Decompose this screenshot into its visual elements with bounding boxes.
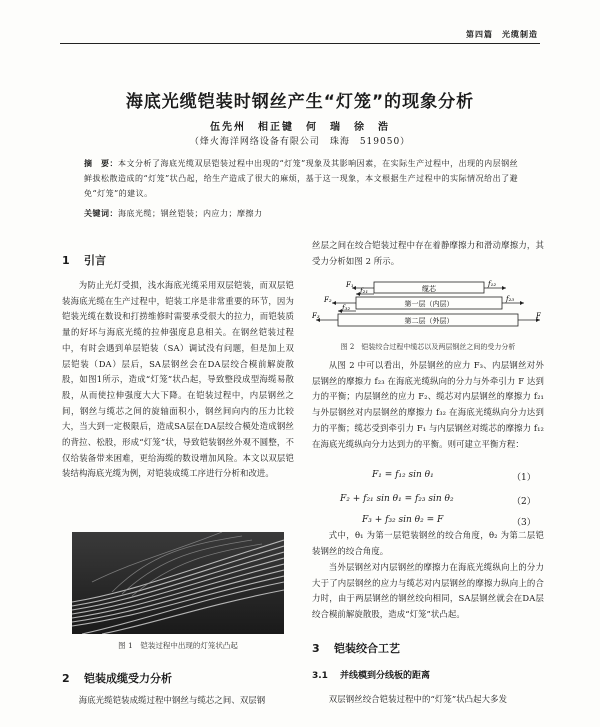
figure-2-caption: 图 2 铠装绞合过程中缆芯以及两层钢丝之间的受力分析 — [340, 343, 516, 351]
equation-3: F₃ + f₃₂ sin θ₂ = F — [362, 515, 444, 525]
section-1-heading — [62, 252, 294, 268]
section-3-1-heading — [312, 668, 544, 681]
layer1-label: 第一层（内层） — [404, 300, 454, 308]
equation-2: F₂ + f₂₁ sin θ₁ = f₂₃ sin θ₂ — [340, 494, 454, 504]
analysis-paragraph: 从图 2 中可以看出，外层钢丝的应力 F₃、内层钢丝对外层钢丝的摩擦力 f₂₃ 在海底光缆纵向的分力与外牵引力 F 达到力的平衡；内层钢丝的应力 F₂、缆芯对内层钢丝的摩擦力 f₂₁ 与外层钢丝对内层钢丝的摩擦力 f₃₂ 在海底光缆纵向分力达到力的平衡；缆芯受到牵引力 F₁ 与内层钢丝对缆芯的摩擦力 f₁₂ 在海底光缆纵向分力达到力的平衡。则可建立平衡方程： — [312, 360, 544, 449]
layer2-label: 第二层（外层） — [404, 317, 454, 325]
figure-1-caption: 图 1 铠装过程中出现的灯笼状凸起 — [118, 641, 238, 650]
equation-1-number: （1） — [512, 473, 536, 483]
equation-1: F₁ = f₁₂ sin θ₁ — [372, 470, 434, 480]
keywords-text: 海底光缆；钢丝铠装；内应力；摩擦力 — [118, 209, 263, 218]
label-f23: f₂₃ — [506, 295, 515, 303]
running-head: 第四篇 光缆制造 — [466, 30, 538, 39]
section-3-number: 3 — [312, 642, 320, 655]
section-2-heading — [62, 670, 294, 686]
section-3-1-title: 并线模到分线板的距离 — [340, 671, 431, 681]
equation-explanation: 式中，θ₁ 为第一层铠装钢丝的绞合角度，θ₂ 为第二层铠装钢丝的绞合角度。 — [312, 530, 544, 556]
authors: 伍先州 相正键 何 瑞 徐 浩 — [210, 122, 390, 133]
section-2-number: 2 — [62, 672, 70, 685]
keywords — [84, 208, 520, 219]
section-2-title: 铠装成缆受力分析 — [84, 672, 172, 685]
section-1-paragraph: 为防止光灯受损，浅水海底光缆采用双层铠装，而双层铠装海底光缆在生产过程中，铠装工序是非常重要的环节，因为铠装光缆在数设和打捞维修时需要承受很大的拉力，而铠装质量的好坏与海底光缆的拉伸强度息息相关。在钢丝铠装过程中，有时会遇到单层铠装（SA）调试没有问题，但是加上双层铠装（DA）层后，SA层钢丝会在DA层绞合模前解旋散股，如图1所示，造成“灯笼”状凸起，导致整段成型海缆易散股，从而使拉伸强度大大下降。在铠装过程中，内层钢丝之间，钢丝与缆芯之间的旋轴面积小，钢丝间向内的压力比较大，当大到一定极限后，造成SA层在DA层绞合模处造成钢丝的背拉、松股，形成“灯笼”状，导致铠装钢丝外观不圆整，不仅给装备带来困难，更给海缆的数设增加风险。本文以双层铠装结构海底光缆为例，对铠装成缆工序进行分析和改进。 — [62, 280, 294, 479]
header-rule — [60, 43, 540, 44]
equation-2-number: （2） — [512, 497, 536, 507]
section-1-title: 引言 — [84, 254, 106, 267]
abstract — [84, 156, 520, 201]
section-3-heading — [312, 640, 544, 656]
label-F2: F₂ — [324, 296, 332, 304]
figure-2-diagram — [312, 280, 544, 338]
label-f32: f₃₂ — [342, 304, 351, 312]
abstract-label: 摘 要： — [84, 159, 118, 168]
keywords-label: 关键词： — [84, 209, 118, 218]
abstract-text: 本文分析了海底光缆双层铠装过程中出现的“灯笼”现象及其影响因素，在实际生产过程中，出现的内层钢丝鲜拔松散造成的“灯笼”状凸起，给生产造成了很大的麻烦，基于这一现象，本文根据生产过程中的实际情况给出了避免“灯笼”的建议。 — [84, 159, 519, 198]
label-F: F — [536, 312, 541, 320]
force-diagram — [312, 280, 544, 338]
label-f21: f₂₁ — [360, 287, 369, 295]
affiliation: （烽火海洋网络设备有限公司 珠海 519050） — [189, 137, 411, 147]
figure-1-image — [72, 532, 284, 634]
label-f12: f₁₂ — [488, 280, 497, 288]
analysis-paragraph-2: 当外层钢丝对内层钢丝的摩擦力在海底光缆纵向上的分力大于了内层钢丝的应力与缆芯对内层钢丝的摩擦力纵向上的合力时，由于两层钢丝的钢丝绞向相同，SA层钢丝就会在DA层绞合模前解旋散股，造成“灯笼”状凸起。 — [312, 562, 544, 620]
section-3-1-paragraph: 双层钢丝绞合铠装过程中的“灯笼”状凸起大多发 — [328, 694, 508, 704]
section-3-title: 铠装绞合工艺 — [334, 642, 400, 655]
right-top-paragraph: 丝层之间在绞合铠装过程中存在着静摩擦力和滑动摩擦力，其受力分析如图 2 所示。 — [312, 240, 544, 266]
section-1-number: 1 — [62, 254, 70, 267]
section-3-1-number: 3.1 — [312, 671, 328, 681]
figure-1-photo — [72, 532, 284, 634]
section-2-paragraph: 海底光缆铠装成缆过程中钢丝与缆芯之间、双层钢 — [78, 695, 266, 705]
label-F1: F₁ — [346, 281, 354, 289]
core-label: 缆芯 — [422, 285, 436, 293]
label-F3: F₃ — [312, 312, 320, 320]
paper-title: 海底光缆铠装时钢丝产生“灯笼”的现象分析 — [125, 92, 475, 112]
equation-3-number: （3） — [512, 518, 536, 528]
